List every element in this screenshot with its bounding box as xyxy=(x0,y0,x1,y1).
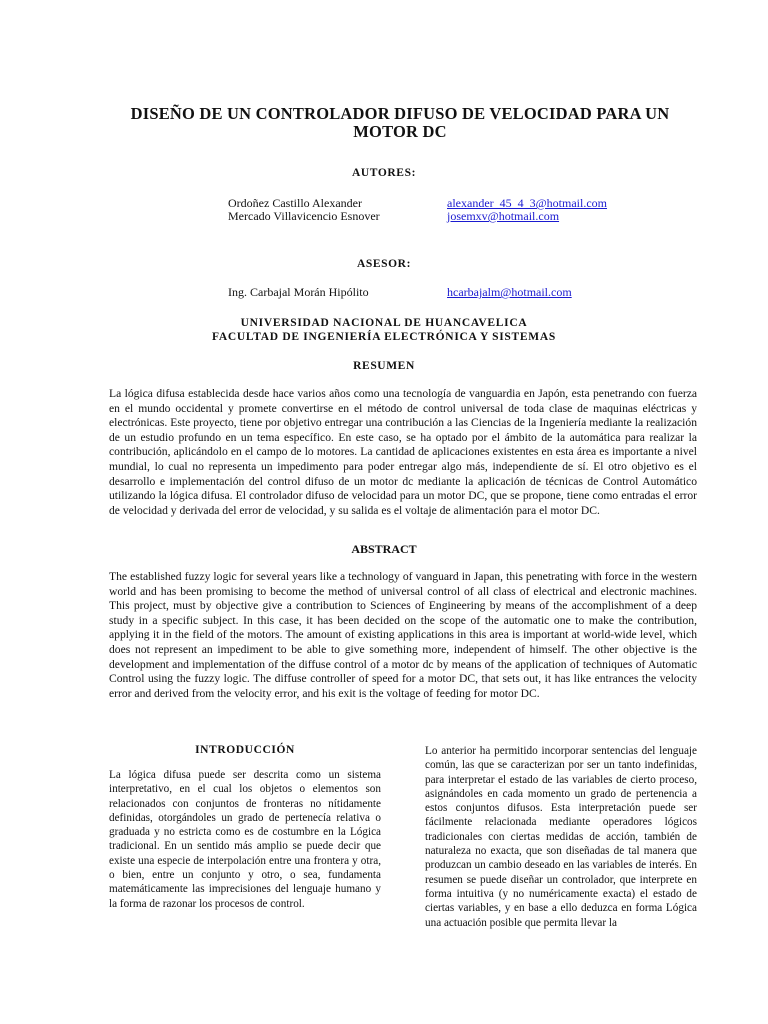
paper-title-line-1: DISEÑO DE UN CONTROLADOR DIFUSO DE VELOCIDAD PARA UN xyxy=(130,104,670,123)
introduccion-right-column: Lo anterior ha permitido incorporar sentencias del lenguaje común, las que se caracterizan por ser un tanto indefinidas, para interpretar el estado de las variables de cierto proceso, asignándoles en cada momento un grado de pertenencia a estos conjuntos difusos. Esta interpretación puede ser fácilmente relacionada mediante operadores lógicos tradicionales con ciertas medidas de acción, también de naturaleza no exacta, que son diseñadas de tal manera que produzcan un cambio deseado en las variables de interés. En resumen se puede diseñar un controlador, que interprete en forma intuitiva (y no numéricamente exacta) el estado de ciertas variables, y en base a ello deduzca en forma Lógica una actuación posible que permita llevar la xyxy=(425,745,697,929)
author-name-2: Mercado Villavicencio Esnover xyxy=(228,209,380,223)
advisor-email[interactable]: hcarbajalm@hotmail.com xyxy=(447,285,572,299)
university-name: UNIVERSIDAD NACIONAL DE HUANCAVELICA xyxy=(240,317,528,329)
resumen-heading: RESUMEN xyxy=(353,360,415,372)
advisor-label: ASESOR: xyxy=(356,258,412,270)
paper-title-line-2: MOTOR DC xyxy=(353,122,447,141)
abstract-text: The established fuzzy logic for several years like a technology of vanguard in Japan, this penetrating with force in the western world and has been promising to become the method of universal control of all class of electrical and electronic machines. This project, must by objective give a contribution to Sciences of Engineering by means of the accomplishment of a deep study in a specific subject. In this case, it has been decided on the scope of the automatic one to make the contribution, applying it in the field of the motors. The amount of existing applications in this area is important at world-wide level, which does not represent an impediment to be able to give something more, independent of himself. The other objective is the development and implementation of the diffuse control of a motor dc by means of the application of techniques of Automatic Control using the fuzzy logic. The diffuse controller of speed for a motor DC, that sets out, it has like entrances the velocity error and derived from the velocity error, and his exit is the voltage of feeding for motor DC. xyxy=(109,570,697,700)
author-name-1: Ordoñez Castillo Alexander xyxy=(228,196,362,210)
resumen-text: La lógica difusa establecida desde hace varios años como una tecnología de vanguardia en Japón, esta penetrando con fuerza en el mundo occidental y promete convertirse en el método de control universal de toda clase de maquinas eléctricas y electrónicas. Este proyecto, tiene por objetivo entregar una contribución a las Ciencias de la Ingeniería mediante la realización de un estudio profundo en un tema específico. En este caso, se ha optado por el ámbito de la automática para realizar la contribución, aplicándolo en el campo de lo motores. La cantidad de aplicaciones existentes en esta área es importante a nivel mundial, lo cual no representa un impedimento para poder entregar algo más, independiente de sí. El otro objetivo es el desarrollo e implementación del control difuso de un motor dc mediante la aplicación de técnicas de Control Automático utilizando la lógica difusa. El controlador difuso de velocidad para un motor DC, que se propone, tiene como entradas el error de velocidad y derivada del error de velocidad, y su salida es el voltaje de alimentación para el motor DC. xyxy=(109,387,697,517)
author-email-1[interactable]: alexander_45_4_3@hotmail.com xyxy=(447,196,608,210)
authors-label: AUTORES: xyxy=(351,167,417,179)
abstract-heading: ABSTRACT xyxy=(351,542,417,556)
introduccion-heading: INTRODUCCIÓN xyxy=(195,744,295,756)
introduccion-left-column: La lógica difusa puede ser descrita como un sistema interpretativo, en el cual los objetos o elementos son relacionados con conjuntos de fronteras no nítidamente definidas, otorgándoles un grado de pertenecía relativa o graduada y no estricta como es de costumbre en la Lógica tradicional. En un sentido más amplio se puede decir que existe una especie de interpolación entre una frontera y otra, o bien, entre un conjunto y otro, o sea, fundamenta matemáticamente las imprecisiones del lenguaje humano y la forma de razonar los procesos de control. xyxy=(109,769,381,910)
faculty-name: FACULTAD DE INGENIERÍA ELECTRÓNICA Y SISTEMAS xyxy=(212,331,556,343)
author-email-2[interactable]: josemxv@hotmail.com xyxy=(447,209,560,223)
advisor-name: Ing. Carbajal Morán Hipólito xyxy=(228,285,369,299)
